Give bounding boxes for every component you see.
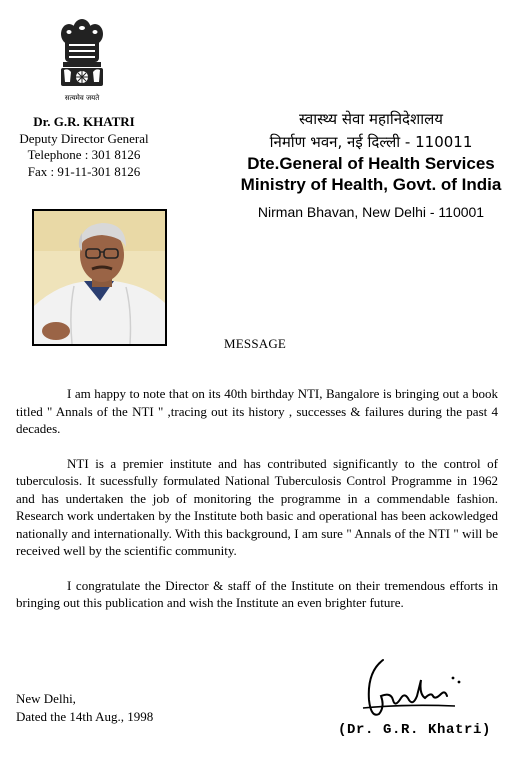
sender-name: Dr. G.R. KHATRI [33, 114, 135, 129]
message-heading: MESSAGE [224, 336, 287, 351]
office-dept: Dte.General of Health Services [247, 154, 495, 173]
office-hindi-address: निर्माण भवन, नई दिल्ली - 110011 [269, 133, 473, 151]
office-letterhead [232, 108, 510, 220]
emblem-motto: सत्यमेव जयते [64, 94, 100, 102]
emblem-icon [55, 12, 109, 104]
paragraph-2: NTI is a premier institute and has contributed significantly to the control of tuberculosis. It sucessfully formulated National Tuberculosis Control Programme in 1962 and has undertaken the job of monitoring the programme in a commendable fashion. Research work undertaken by the Institute both basic and operational has been ackowledged nationally and internationally. With this background, I am sure " Annals of the NTI " will be received well by the scientific community. [16, 455, 498, 558]
message-body [16, 385, 498, 629]
paragraph-3: I congratulate the Director & staff of the Institute on their tremendous efforts in bringing out this publication and wish the Institute an even brighter future. [16, 577, 498, 610]
office-address: Nirman Bhavan, New Delhi - 110001 [257, 204, 485, 220]
sender-fax: Fax : 91-11-301 8126 [27, 163, 141, 179]
handwritten-signature [355, 652, 475, 730]
paragraph-1: I am happy to note that on its 40th birthday NTI, Bangalore is bringing out a book titled " Annals of the NTI " ,tracing out its history , successes & failures during the past 4 decades. [16, 386, 498, 436]
office-hindi-dept: स्वास्थ्य सेवा महानिदेशालय [299, 110, 443, 128]
date: Dated the 14th Aug., 1998 [16, 709, 154, 724]
place: New Delhi, [16, 691, 76, 706]
portrait-photo [32, 209, 167, 346]
place-date-block [16, 690, 153, 726]
sender-designation: Deputy Director General [19, 130, 149, 146]
signatory-name: (Dr. G.R. Khatri) [338, 722, 492, 738]
sender-telephone: Telephone : 301 8126 [27, 147, 141, 162]
office-ministry: Ministry of Health, Govt. of India [240, 174, 502, 194]
sender-block [10, 114, 158, 180]
